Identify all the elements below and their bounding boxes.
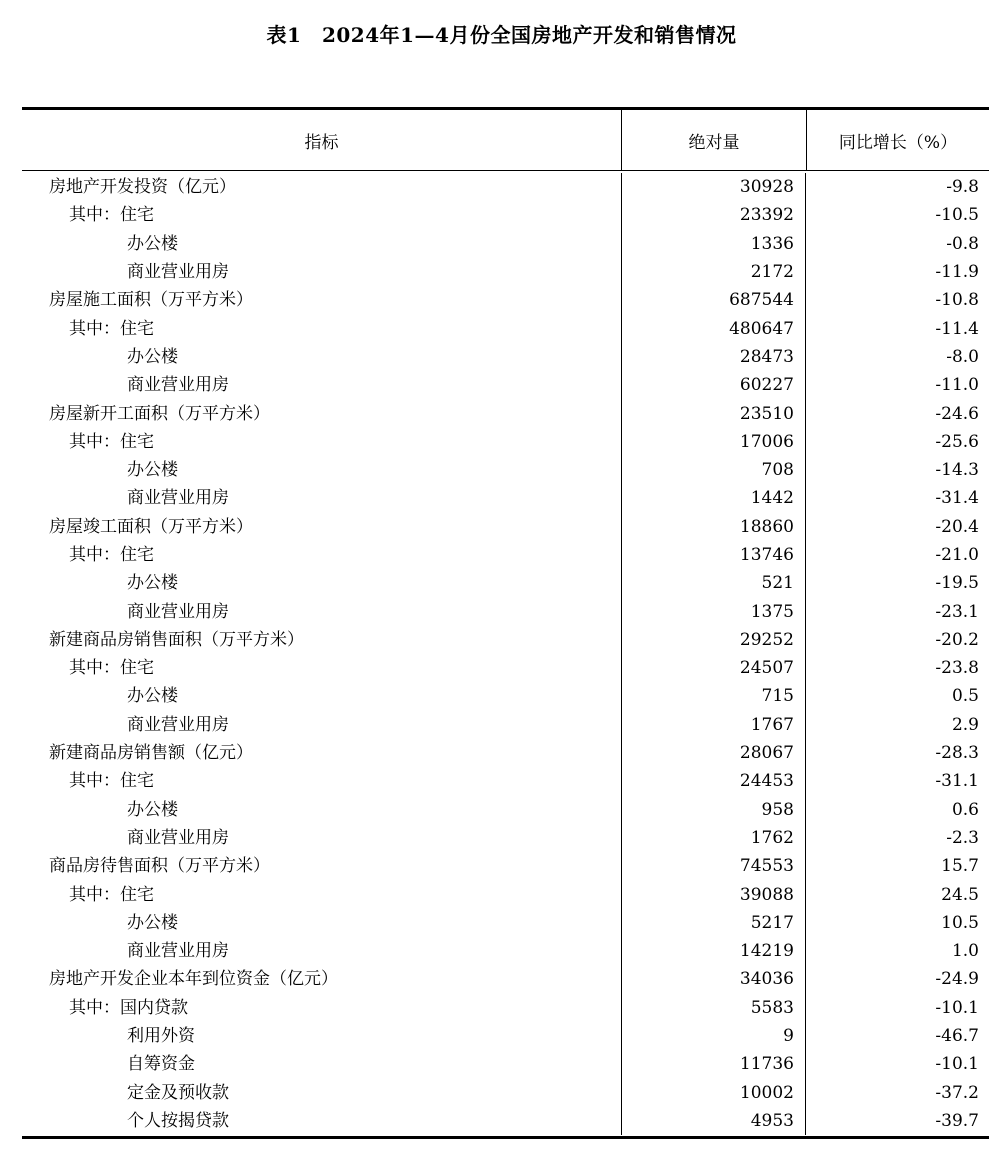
header-absolute: 绝对量	[621, 110, 806, 170]
row-absolute-value: 30928	[621, 173, 805, 201]
table-row	[22, 230, 989, 258]
row-label: 其中：住宅	[69, 205, 154, 226]
row-label: 商业营业用房	[127, 488, 229, 509]
table-row	[22, 937, 989, 965]
row-yoy-growth: -37.2	[805, 1079, 989, 1107]
row-label: 新建商品房销售额（亿元）	[49, 743, 253, 764]
row-yoy-growth: -10.8	[805, 286, 989, 314]
row-label: 其中：国内贷款	[69, 997, 188, 1018]
row-label: 办公楼	[127, 686, 178, 707]
row-absolute-value: 708	[621, 456, 805, 484]
row-absolute-value: 10002	[621, 1079, 805, 1107]
row-yoy-growth: -31.4	[805, 484, 989, 512]
row-absolute-value: 24507	[621, 654, 805, 682]
row-label: 商业营业用房	[127, 714, 229, 735]
row-absolute-value: 1375	[621, 597, 805, 625]
row-label: 其中：住宅	[69, 771, 154, 792]
row-absolute-value: 521	[621, 569, 805, 597]
table-row	[22, 201, 989, 229]
row-label: 利用外资	[127, 1026, 195, 1047]
row-label: 商业营业用房	[127, 262, 229, 283]
row-label: 房屋施工面积（万平方米）	[49, 290, 253, 311]
row-yoy-growth: -19.5	[805, 569, 989, 597]
row-label: 商品房待售面积（万平方米）	[49, 856, 270, 877]
data-table	[22, 107, 989, 1139]
row-yoy-growth: -28.3	[805, 739, 989, 767]
row-absolute-value: 9	[621, 1022, 805, 1050]
row-absolute-value: 18860	[621, 513, 805, 541]
row-yoy-growth: 1.0	[805, 937, 989, 965]
row-label: 商业营业用房	[127, 827, 229, 848]
table-row	[22, 880, 989, 908]
table-row	[22, 428, 989, 456]
row-yoy-growth: -46.7	[805, 1022, 989, 1050]
row-yoy-growth: 10.5	[805, 909, 989, 937]
header-yoy-growth: 同比增长（%）	[806, 110, 989, 170]
row-absolute-value: 958	[621, 796, 805, 824]
row-yoy-growth: -9.8	[805, 173, 989, 201]
row-absolute-value: 2172	[621, 258, 805, 286]
table-row	[22, 1079, 989, 1107]
table-row	[22, 994, 989, 1022]
table-row	[22, 456, 989, 484]
table-row	[22, 626, 989, 654]
row-yoy-growth: -11.4	[805, 314, 989, 342]
table-row	[22, 371, 989, 399]
row-yoy-growth: -10.1	[805, 1050, 989, 1078]
table-row	[22, 711, 989, 739]
table-row	[22, 541, 989, 569]
row-yoy-growth: -39.7	[805, 1107, 989, 1135]
row-label: 其中：住宅	[69, 431, 154, 452]
row-yoy-growth: -24.6	[805, 399, 989, 427]
row-label: 办公楼	[127, 799, 178, 820]
row-absolute-value: 4953	[621, 1107, 805, 1135]
table-row	[22, 484, 989, 512]
table-body	[22, 171, 989, 1136]
row-yoy-growth: -11.9	[805, 258, 989, 286]
table-row	[22, 965, 989, 993]
row-yoy-growth: 15.7	[805, 852, 989, 880]
row-label: 房地产开发投资（亿元）	[49, 177, 236, 198]
row-yoy-growth: 0.5	[805, 682, 989, 710]
table-header	[22, 110, 989, 171]
row-label: 房地产开发企业本年到位资金（亿元）	[49, 969, 338, 990]
table-row	[22, 286, 989, 314]
row-label: 商业营业用房	[127, 375, 229, 396]
table-row	[22, 1022, 989, 1050]
row-yoy-growth: 2.9	[805, 711, 989, 739]
row-label: 办公楼	[127, 912, 178, 933]
row-absolute-value: 5217	[621, 909, 805, 937]
row-label: 房屋竣工面积（万平方米）	[49, 516, 253, 537]
row-yoy-growth: 24.5	[805, 880, 989, 908]
row-absolute-value: 14219	[621, 937, 805, 965]
row-absolute-value: 39088	[621, 880, 805, 908]
row-label: 其中：住宅	[69, 884, 154, 905]
row-yoy-growth: -23.1	[805, 597, 989, 625]
row-absolute-value: 5583	[621, 994, 805, 1022]
table-row	[22, 1107, 989, 1135]
row-absolute-value: 23392	[621, 201, 805, 229]
row-label: 办公楼	[127, 573, 178, 594]
table-row	[22, 399, 989, 427]
table-row	[22, 343, 989, 371]
row-yoy-growth: -10.1	[805, 994, 989, 1022]
table-row	[22, 597, 989, 625]
row-absolute-value: 28473	[621, 343, 805, 371]
row-absolute-value: 1442	[621, 484, 805, 512]
header-indicator: 指标	[304, 132, 339, 153]
row-label: 办公楼	[127, 346, 178, 367]
row-absolute-value: 23510	[621, 399, 805, 427]
row-absolute-value: 715	[621, 682, 805, 710]
row-yoy-growth: -0.8	[805, 230, 989, 258]
table-title: 表1 2024年1—4月份全国房地产开发和销售情况	[266, 23, 737, 47]
row-absolute-value: 687544	[621, 286, 805, 314]
row-absolute-value: 29252	[621, 626, 805, 654]
row-label: 定金及预收款	[127, 1082, 229, 1103]
row-yoy-growth: -14.3	[805, 456, 989, 484]
table-row	[22, 682, 989, 710]
row-yoy-growth: -23.8	[805, 654, 989, 682]
row-absolute-value: 74553	[621, 852, 805, 880]
row-absolute-value: 480647	[621, 314, 805, 342]
row-label: 个人按揭贷款	[127, 1110, 229, 1131]
table-row	[22, 173, 989, 201]
row-yoy-growth: -2.3	[805, 824, 989, 852]
table-row	[22, 513, 989, 541]
table-row	[22, 314, 989, 342]
row-label: 其中：住宅	[69, 318, 154, 339]
row-label: 商业营业用房	[127, 941, 229, 962]
row-yoy-growth: -24.9	[805, 965, 989, 993]
row-absolute-value: 1767	[621, 711, 805, 739]
row-yoy-growth: -20.4	[805, 513, 989, 541]
row-absolute-value: 1762	[621, 824, 805, 852]
row-yoy-growth: -20.2	[805, 626, 989, 654]
row-label: 其中：住宅	[69, 545, 154, 565]
row-label: 商业营业用房	[127, 601, 229, 622]
row-absolute-value: 24453	[621, 767, 805, 795]
row-absolute-value: 13746	[621, 541, 805, 569]
row-absolute-value: 60227	[621, 371, 805, 399]
table-row	[22, 796, 989, 824]
table-row	[22, 852, 989, 880]
row-yoy-growth: -25.6	[805, 428, 989, 456]
table-row	[22, 739, 989, 767]
row-yoy-growth: 0.6	[805, 796, 989, 824]
row-absolute-value: 34036	[621, 965, 805, 993]
table-row	[22, 654, 989, 682]
table-row	[22, 1050, 989, 1078]
row-label: 办公楼	[127, 233, 178, 254]
row-yoy-growth: -8.0	[805, 343, 989, 371]
row-label: 自筹资金	[127, 1054, 195, 1075]
row-absolute-value: 28067	[621, 739, 805, 767]
row-absolute-value: 17006	[621, 428, 805, 456]
table-row	[22, 824, 989, 852]
row-label: 新建商品房销售面积（万平方米）	[49, 629, 304, 650]
table-row	[22, 767, 989, 795]
row-label: 办公楼	[127, 460, 178, 481]
row-yoy-growth: -11.0	[805, 371, 989, 399]
table-row	[22, 258, 989, 286]
row-yoy-growth: -10.5	[805, 201, 989, 229]
row-yoy-growth: -21.0	[805, 541, 989, 569]
row-yoy-growth: -31.1	[805, 767, 989, 795]
table-row	[22, 909, 989, 937]
row-absolute-value: 11736	[621, 1050, 805, 1078]
table-row	[22, 569, 989, 597]
row-label: 房屋新开工面积（万平方米）	[49, 403, 270, 424]
row-absolute-value: 1336	[621, 230, 805, 258]
row-label: 其中：住宅	[69, 658, 154, 679]
